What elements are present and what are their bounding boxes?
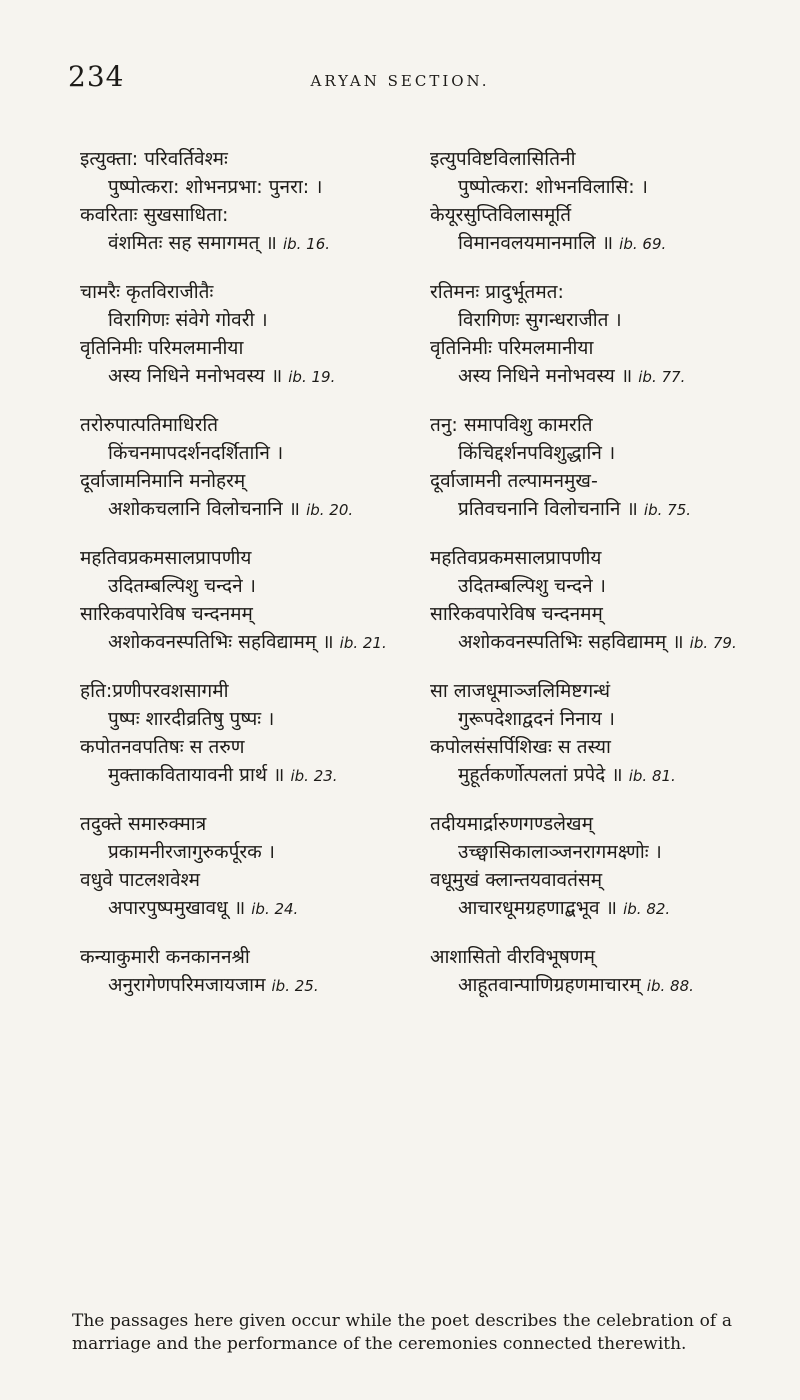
verse-line: किंचिद्दर्शनपविशुद्धानि । (458, 442, 616, 464)
page-header (68, 60, 732, 100)
verse-line (80, 495, 410, 524)
verse (80, 411, 410, 524)
verse-reference: ib. 82. (623, 900, 671, 918)
running-title: ARYAN SECTION. (310, 72, 490, 90)
right-column (430, 145, 760, 1020)
verse-line: तनु: समापविशु कामरति (430, 414, 593, 436)
verse-line: उदितम्बल्पिशु चन्दने । (108, 575, 256, 597)
verse-line (430, 628, 760, 657)
verse-line: उच्छ्वासिकालाञ्जनरागमक्ष्णोः । (458, 841, 662, 863)
verse-line (430, 229, 760, 258)
verse-line: इत्युक्ता: परिवर्तिवेश्मः (80, 148, 228, 170)
verse-line: दूर्वाजामनिमानि मनोहरम् (80, 470, 246, 492)
verse-line: सा लाजधूमाञ्जलिमिष्टगन्धं (430, 680, 611, 702)
verse-reference: ib. 16. (282, 235, 331, 253)
verse-line: कपोलसंसर्पिशिखः स तस्या (430, 736, 611, 758)
verse-line: कपोतनवपतिषः स तरुण (80, 736, 245, 758)
footnote-paragraph: The passages here given occur while the poet describes the celebration of a marriage and the performance of the ceremonies connected therewith. (72, 1311, 732, 1354)
verse-reference: ib. 69. (619, 235, 667, 253)
verse-line: तरोरुपात्पतिमाधिरति (80, 414, 219, 436)
verse-line: हति:प्रणीपरवशसागमी (80, 680, 229, 702)
verse-line-text: अस्य निधिने मनोभवस्य ॥ (458, 365, 633, 387)
verse-line-text: वंशमितः सह समागमत् ॥ (108, 232, 277, 254)
verse-line-text: अशोकवनस्पतिभिः सहविद्यामम् ॥ (458, 631, 684, 653)
verse-line (80, 971, 410, 1000)
verse-reference: ib. 88. (646, 977, 694, 995)
left-column (80, 145, 410, 1020)
verse-line: पुष्पोत्करा: शोभनप्रभा: पुनरा: । (108, 176, 323, 198)
verse-line-text: अशोकचलानि विलोचनानि ॥ (108, 498, 301, 520)
verse-line: विरागिणः सुगन्धराजीत । (458, 309, 622, 331)
verse-line-text: अशोकवनस्पतिभिः सहविद्यामम् ॥ (108, 631, 334, 653)
verse-reference: ib. 81. (628, 767, 676, 785)
verse-reference: ib. 23. (290, 767, 338, 785)
verse-line: आशासितो वीरविभूषणम् (430, 946, 595, 968)
verse-line: गुरूपदेशाद्वदनं निनाय । (458, 708, 615, 730)
verse-line (430, 971, 760, 1000)
verse (430, 145, 760, 258)
verse-line-text: मुक्ताकवितायावनी प्रार्थ ॥ (108, 764, 285, 786)
verse-reference: ib. 75. (643, 501, 692, 519)
verse-line: विरागिणः संवेगे गोवरी । (108, 309, 268, 331)
verse-line: केयूरसुप्तिविलासमूर्ति (430, 204, 572, 226)
verse-columns (80, 145, 760, 1020)
verse-line: तदीयमार्द्रारुणगण्डलेखम् (430, 813, 593, 835)
verse-reference: ib. 19. (288, 368, 336, 386)
verse-line-text: अनुरागेणपरिमजायजाम (108, 974, 266, 996)
verse-line: कन्याकुमारी कनकाननश्री (80, 946, 250, 968)
verse-line: रतिमनः प्रादुर्भूतमत: (430, 281, 564, 303)
verse-line (430, 894, 760, 923)
verse-line: वधूमुखं क्लान्तयवावतंसम् (430, 869, 603, 891)
verse (430, 411, 760, 524)
verse-line (80, 628, 410, 657)
verse-line-text: मुहूर्तकर्णोत्पलतां प्रपेदे ॥ (458, 764, 623, 786)
verse (80, 544, 410, 657)
verse-line: इत्युपविष्टविलासितिनी (430, 148, 576, 170)
verse-line: दूर्वाजामनी तल्पामनमुख- (430, 470, 598, 492)
verse (430, 677, 760, 790)
verse-line-text: आहूतवान्पाणिग्रहणमाचारम् (458, 974, 641, 996)
verse-line-text: आचारधूमग्रहणाद्बभूव ॥ (458, 897, 618, 919)
verse-line: वृतिनिमीः परिमलमानीया (430, 337, 594, 359)
verse-reference: ib. 21. (339, 634, 387, 652)
verse-line (430, 362, 760, 391)
verse (80, 145, 410, 258)
verse (80, 943, 410, 1000)
verse-reference: ib. 20. (306, 501, 354, 519)
page-number: 234 (68, 60, 125, 93)
verse-line: पुष्पोत्करा: शोभनविलासि: । (458, 176, 648, 198)
verse-line: प्रकामनीरजागुरुकर्पूरक । (108, 841, 275, 863)
verse (430, 810, 760, 923)
verse-line (80, 894, 410, 923)
verse (430, 943, 760, 1000)
verse-line: उदितम्बल्पिशु चन्दने । (458, 575, 606, 597)
verse-reference: ib. 25. (271, 977, 319, 995)
verse-line-text: अस्य निधिने मनोभवस्य ॥ (108, 365, 283, 387)
verse (80, 677, 410, 790)
verse-reference: ib. 77. (638, 368, 686, 386)
verse (430, 278, 760, 391)
verse (80, 810, 410, 923)
verse-line: वृतिनिमीः परिमलमानीया (80, 337, 244, 359)
verse-line-text: प्रतिवचनानि विलोचनानि ॥ (458, 498, 638, 520)
verse-line: वधुवे पाटलशवेश्म (80, 869, 200, 891)
verse-line: तदुक्ते समारुक्मात्र (80, 813, 207, 835)
verse-reference: ib. 24. (251, 900, 299, 918)
verse (80, 278, 410, 391)
verse-reference: ib. 79. (689, 634, 737, 652)
verse-line: चामरैः कृतविराजीतैः (80, 281, 214, 303)
verse-line (430, 495, 760, 524)
verse-line: पुष्पः शारदीव्रतिषु पुष्पः । (108, 708, 275, 730)
verse-line-text: विमानवलयमानमालि ॥ (458, 232, 614, 254)
verse-line: महतिवप्रकमसालप्रापणीय (80, 547, 252, 569)
verse-line (80, 229, 410, 258)
verse-line: महतिवप्रकमसालप्रापणीय (430, 547, 602, 569)
verse-line: सारिकवपारेविष चन्दनमम् (80, 603, 253, 625)
verse-line (430, 761, 760, 790)
verse-line: कवरिताः सुखसाधिता: (80, 204, 229, 226)
verse-line (80, 362, 410, 391)
verse-line: किंचनमापदर्शनदर्शितानि । (108, 442, 284, 464)
verse-line-text: अपारपुष्पमुखावधू ॥ (108, 897, 246, 919)
verse (430, 544, 760, 657)
verse-line: सारिकवपारेविष चन्दनमम् (430, 603, 603, 625)
verse-line (80, 761, 410, 790)
